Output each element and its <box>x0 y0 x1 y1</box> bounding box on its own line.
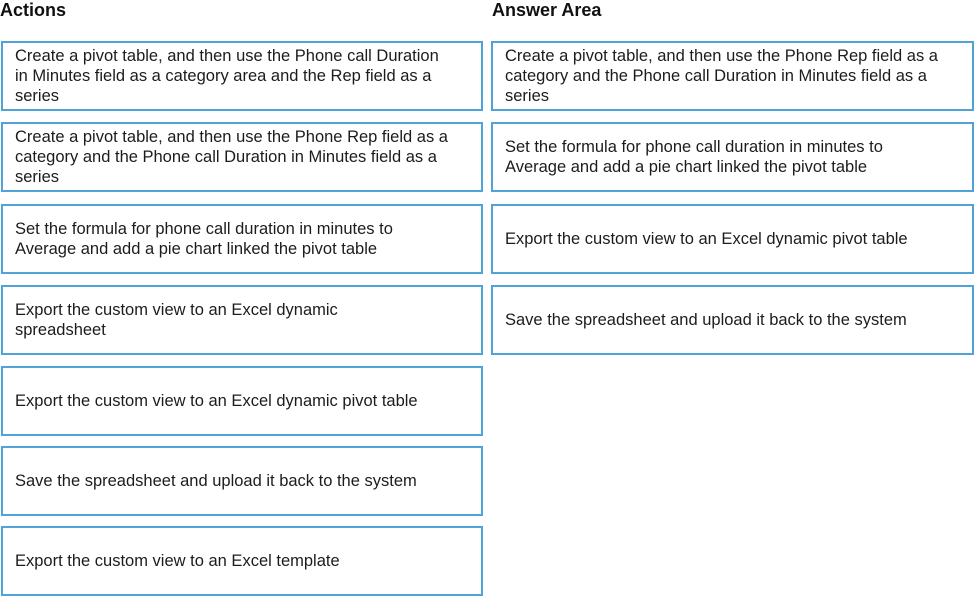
action-item-label: Set the formula for phone call duration in minutes to Average and add a pie chart linked the pivot table <box>15 220 393 258</box>
action-item[interactable] <box>1 285 483 355</box>
answer-item-label: Set the formula for phone call duration in minutes to Average and add a pie chart linked the pivot table <box>505 138 883 176</box>
answer-item[interactable] <box>491 285 974 355</box>
answer-item-label: Save the spreadsheet and upload it back to the system <box>505 311 907 329</box>
answer-item-label: Create a pivot table, and then use the Phone Rep field as a category and the Phone call Duration in Minutes field as a series <box>505 47 938 105</box>
action-item[interactable] <box>1 122 483 192</box>
action-item-label: Save the spreadsheet and upload it back to the system <box>15 472 417 490</box>
answer-area-heading: Answer Area <box>492 0 602 20</box>
action-item[interactable] <box>1 204 483 274</box>
action-item[interactable] <box>1 446 483 516</box>
action-item-label: Create a pivot table, and then use the Phone Rep field as a category and the Phone call Duration in Minutes field as a series <box>15 128 448 186</box>
action-item-label: Export the custom view to an Excel template <box>15 552 340 570</box>
answer-item[interactable] <box>491 204 974 274</box>
action-item-label: Export the custom view to an Excel dynamic pivot table <box>15 392 418 410</box>
actions-heading: Actions <box>0 0 67 20</box>
answer-item-label: Export the custom view to an Excel dynamic pivot table <box>505 230 908 248</box>
answer-item[interactable] <box>491 41 974 111</box>
action-item-label: Export the custom view to an Excel dynamic spreadsheet <box>15 301 338 339</box>
action-item[interactable] <box>1 41 483 111</box>
action-item[interactable] <box>1 526 483 596</box>
answer-item[interactable] <box>491 122 974 192</box>
action-item[interactable] <box>1 366 483 436</box>
action-item-label: Create a pivot table, and then use the Phone call Duration in Minutes field as a category area and the Rep field as a series <box>15 47 439 105</box>
